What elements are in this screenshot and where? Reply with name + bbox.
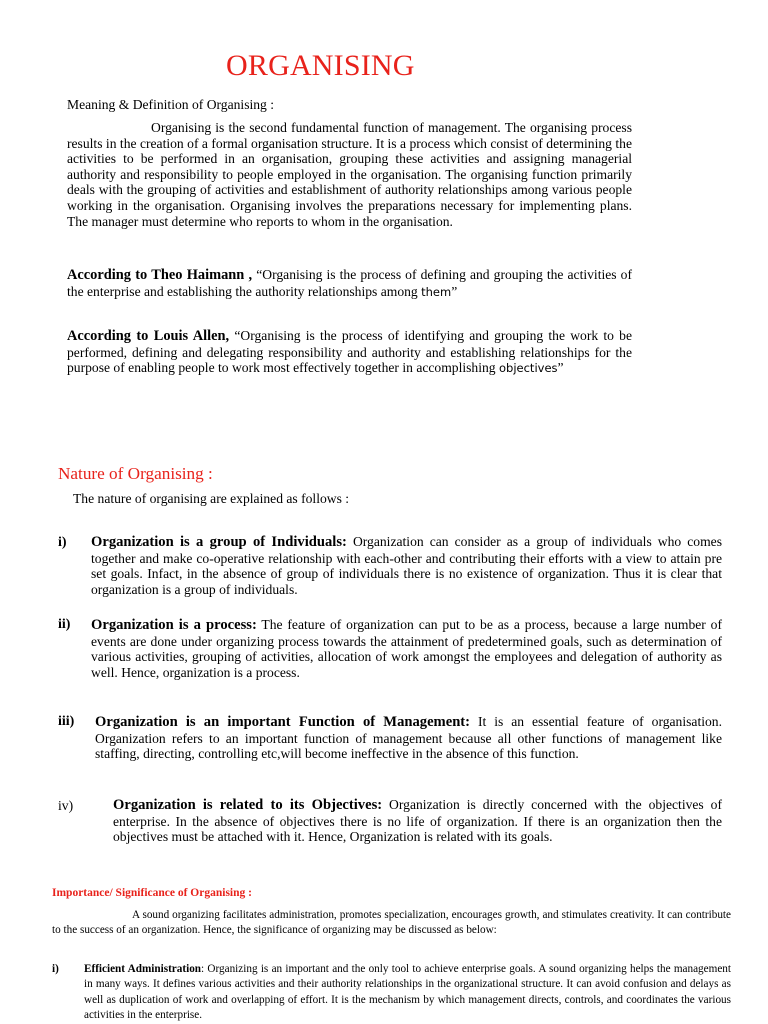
importance-item-number: i) (52, 963, 59, 975)
quote-last-word: objectives (499, 361, 558, 376)
nature-item-heading: Organization is a process: (91, 617, 257, 633)
nature-item-number: i) (58, 535, 67, 550)
nature-item (113, 797, 722, 845)
quote-text: “Organising is the process of identifying and grouping the work to be performed, defining and delegating responsibility and authority and establishing relationships for the purpose of enabling people to work most effectively together in accomplishing (67, 328, 632, 376)
nature-item-heading: Organization is related to its Objectives: (113, 797, 383, 813)
quote-last-word: them (421, 284, 452, 299)
nature-item-heading: Organization is a group of Individuals: (91, 534, 347, 550)
nature-item-heading: Organization is an important Function of Management: (95, 714, 471, 730)
definition-text: Organising is the second fundamental function of management. The organising process results in the creation of a formal organisation structure. It is a process which consist of determining the activities to be performed in an organisation, grouping these activities and assigning managerial authority and responsibility to people employed in the organisation. The organising function primarily deals with the grouping of activities and establishment of authority relationships among various people working in the organisation. Organising involves the preparations necessary for implementing plans. The manager must determine who reports to whom in the organisation. (67, 120, 632, 229)
nature-item-body: The feature of organization can put to be as a process, because a large number of events are done under organizing process towards the attainment of predetermined goals, such as determination of various activities, grouping of activities, allocation of work amongst the employees and delegation of authority as well. Hence, organization is a process. (91, 617, 722, 680)
definition-paragraph (67, 120, 632, 229)
nature-item-number: ii) (58, 617, 71, 632)
quote-author: According to Theo Haimann , (67, 267, 253, 283)
importance-item-heading: Efficient Administration (84, 963, 202, 975)
importance-intro-text: A sound organizing facilitates administration, promotes specialization, encourages growth, and stimulates creativity. It can contribute to the success of an organization. Hence, the significance of organizing may be discussed as below: (52, 909, 731, 937)
nature-item (91, 617, 722, 680)
nature-item-body: Organization is directly concerned with the objectives of enterprise. In the absence of objectives there is no life of organization. If there is an organization then the objectives must be attached with it. Hence, Organization is related with its goals. (113, 797, 722, 845)
nature-intro: The nature of organising are explained as follows : (73, 491, 350, 506)
quote-text: “Organising is the process of defining and grouping the activities of the enterprise and establishing the authority relationships among (67, 267, 632, 299)
nature-item-body: It is an essential feature of organisation. Organization refers to an important function of management because all other functions of management like staffing, directing, controlling etc,will become ineffective in the absence of this function. (95, 714, 722, 762)
nature-item-number: iii) (58, 714, 75, 729)
quote-close: ” (451, 283, 458, 299)
importance-item-body: : Organizing is an important and the only tool to achieve enterprise goals. A sound organizing helps the management in many ways. It defines various activities and their authority relationships in the organizational structure. It can avoid confusion and delays as well as duplication of work and overlapping of effort. It is the mechanism by which management directs, controls, and coordinates the various activities in the enterprise. (84, 963, 731, 1022)
nature-item-body: Organization can consider as a group of individuals who comes together and make co-operative relationship with each-other and contributing their efforts with a view to attain pre set goals. Infact, in the absence of group of individuals there is no existence of organization. Thus it is clear that organization is a group of individuals. (91, 534, 722, 597)
importance-heading: Importance/ Significance of Organising : (52, 887, 252, 899)
meaning-heading: Meaning & Definition of Organising : (67, 97, 275, 112)
nature-item (91, 534, 722, 597)
nature-item (95, 714, 722, 762)
page-title: ORGANISING (226, 49, 415, 82)
quote-author: According to Louis Allen, (67, 328, 230, 344)
quote-theo-haimann (67, 267, 632, 300)
nature-item-number: iv) (58, 798, 74, 813)
quote-close: ” (557, 360, 564, 376)
importance-item (84, 962, 731, 1024)
quote-louis-allen (67, 328, 632, 377)
nature-heading: Nature of Organising : (58, 464, 213, 483)
importance-intro (52, 908, 731, 939)
